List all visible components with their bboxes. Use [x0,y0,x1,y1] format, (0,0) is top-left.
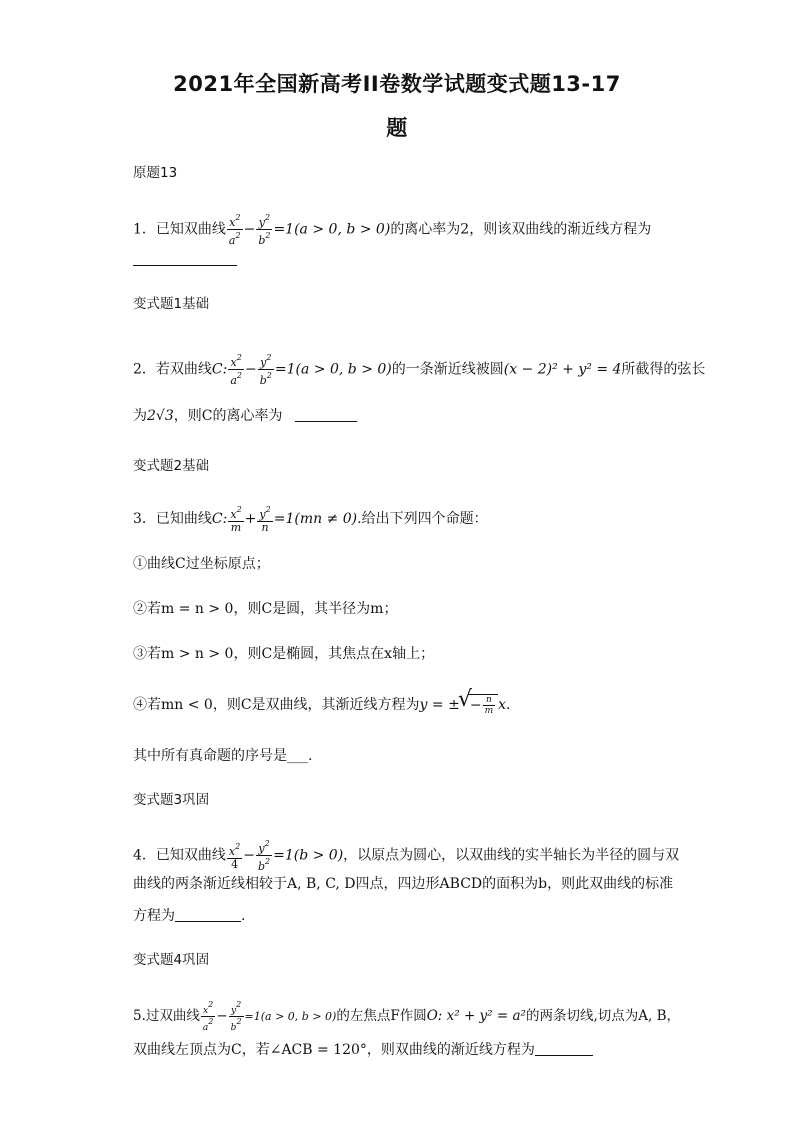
question-5-line-2 [133,1040,593,1060]
fraction-y2-b2: $\frac{y^2}{b^2}$ [258,213,271,247]
question-2-line-2-prefix: 为 [133,408,147,424]
question-2-text-mid: 的一条渐近线被圆 [391,361,504,378]
fraction-x2-a2: $\frac{x^2}{a^2}$ [230,353,243,387]
question-4: 4．已知双曲线 $\frac{x^2}{4}$ − $\frac{y^2}{b^2}$ =1(b > 0)，以原点为圆心，以双曲线的实半轴长为半径的圆与双 [133,839,680,873]
question-3-proposition-2: ②若m = n > 0，则C是圆，其半径为m； [133,601,398,617]
question-4-intro: 已知双曲线 [155,847,226,864]
fraction-x2-a2: $\frac{x^2}{a^2}$ [228,213,241,247]
question-2-circle-equation: (x − 2)² + y² = 4 [503,361,622,378]
question-5-line-2-text: 双曲线左顶点为C，若∠ACB = 120°，则双曲线的渐近线方程为 [133,1042,535,1058]
question-3-intro: 已知曲线 [155,511,212,527]
fraction-x2-4: $\frac{x^2}{4}$ [228,841,241,871]
question-4-condition: =1(b > 0) [273,847,344,864]
fraction-y2-b2: $\frac{y^2}{b^2}$ [230,1000,242,1033]
section-original-13: 原题13 [133,165,178,181]
question-4-number: 4． [133,847,156,864]
section-variant-1: 变式题1基础 [133,296,210,312]
fraction-y2-b2: $\frac{y^2}{b^2}$ [257,839,271,873]
question-1-answer-blank[interactable] [133,250,237,270]
question-3-proposition-4-text: ④若mn < 0，则C是双曲线，其渐近线方程为 [133,697,420,713]
question-3-ask: 其中所有真命题的序号是___. [133,748,313,764]
question-5-condition: =1(a > 0, b > 0) [244,1010,337,1023]
question-1: 1．已知双曲线 $\frac{x^2}{a^2}$ − $\frac{y^2}{b^2}$ =1(a > 0, b > 0)的离心率为2，则该双曲线的渐近线方程为 [133,213,652,247]
question-5-circle-equation: O: x² + y² = a² [426,1008,526,1024]
question-3-proposition-3: ③若m > n > 0，则C是椭圆，其焦点在x轴上； [133,646,435,662]
question-4-text: ，以原点为圆心，以双曲线的实半轴长为半径的圆与双 [343,847,680,864]
question-5: 5.过双曲线 $\frac{x^2}{a^2}$ − $\frac{y^2}{b^2}$ =1(a > 0, b > 0)的左焦点F作圆O: x² + y² = a²的两条切线,切点为A, B， [133,1000,680,1033]
question-2: 2．若双曲线C: $\frac{x^2}{a^2}$ − $\frac{y^2}{b^2}$ =1(a > 0, b > 0)的一条渐近线被圆(x − 2)² + y² = 4所截得的弦长 [133,353,706,387]
question-3: 3．已知曲线C: $\frac{x^2}{m}$ + $\frac{y^2}{n}$ =1(mn ≠ 0).给出下列四个命题： [133,505,488,534]
question-2-line-2-text: ，则C的离心率为 [173,408,283,424]
question-2-line-2 [133,406,357,426]
question-1-number: 1． [133,221,156,238]
question-5-answer-blank[interactable] [535,1041,593,1056]
page-title-line-1: 2021年全国新高考II卷数学试题变式题13-17 [173,72,621,96]
square-root: √ − $\frac{n}{m}$ [460,694,498,716]
question-5-text-mid: 的左焦点F作圆 [336,1008,427,1024]
question-2-text-end: 所截得的弦长 [621,361,706,378]
question-3-text: .给出下列四个命题： [357,511,488,527]
section-variant-4: 变式题4巩固 [133,952,210,968]
question-5-text-end: 的两条切线,切点为A, B， [525,1008,680,1024]
question-1-intro: 已知双曲线 [155,221,226,238]
fraction-y2-b2: $\frac{y^2}{b^2}$ [259,353,272,387]
question-3-number: 3． [133,511,156,527]
question-3-proposition-1: ①曲线C过坐标原点； [133,556,270,572]
question-2-intro: 若双曲线 [155,361,212,378]
question-4-line-3: 方程为 . [133,908,246,924]
question-4-line-2: 曲线的两条渐近线相较于A, B, C, D四点，四边形ABCD的面积为b，则此双曲线的标准 [133,876,674,892]
question-4-answer-blank[interactable] [175,907,241,922]
question-4-line-3-text: 方程为 [133,908,175,924]
question-5-number: 5. [133,1008,146,1024]
section-variant-2: 变式题2基础 [133,458,210,474]
fraction-x2-a2: $\frac{x^2}{a^2}$ [202,1000,214,1033]
question-3-condition: =1(mn ≠ 0) [273,511,358,527]
question-2-number: 2． [133,361,156,378]
page-title-line-2: 题 [386,116,408,140]
question-3-proposition-4: ④若mn < 0，则C是双曲线，其渐近线方程为y = ±√ − $\frac{n}{m}$ x. [133,694,510,716]
question-1-text: 的离心率为2，则该双曲线的渐近线方程为 [390,221,652,238]
question-1-condition: =1(a > 0, b > 0) [273,221,391,238]
section-variant-3: 变式题3巩固 [133,792,210,808]
question-2-answer-blank[interactable] [295,407,357,422]
question-5-intro: 过双曲线 [145,1008,200,1024]
question-2-condition: =1(a > 0, b > 0) [274,361,392,378]
fraction-x2-m: $\frac{x^2}{m}$ [230,505,242,534]
question-2-chord-value: 2√3 [147,408,174,424]
fraction-y2-n: $\frac{y^2}{n}$ [259,505,271,534]
